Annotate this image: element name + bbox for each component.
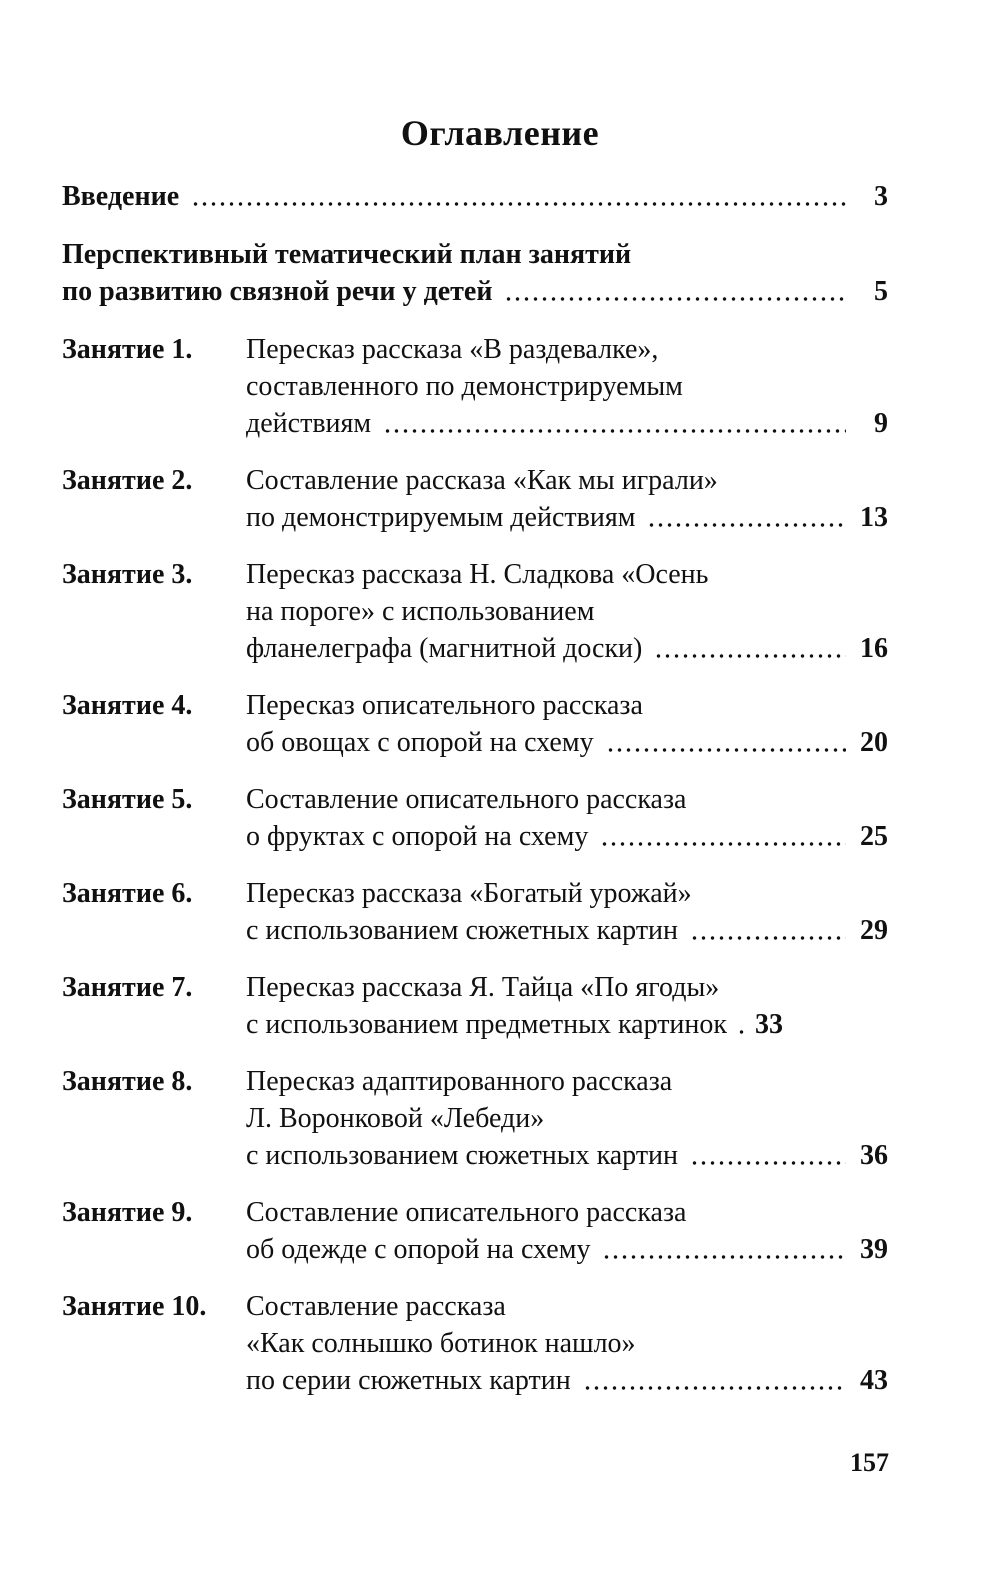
lesson-title-line: составленного по демонстрируемым (246, 371, 683, 402)
leader-dots (602, 1255, 846, 1259)
toc-page-number: 39 (860, 1234, 888, 1265)
lesson-title-line: Составление описательного рассказа (246, 1197, 687, 1228)
toc-entry-label: по развитию связной речи у детей (62, 276, 493, 307)
lesson-title-line: с использованием предметных картинок (246, 1009, 728, 1040)
lesson-title-line: с использованием сюжетных картин (246, 1140, 679, 1171)
leader-dots (647, 523, 846, 527)
leader-dots (690, 936, 846, 940)
toc-page-number: 16 (860, 633, 888, 664)
lesson-title-line: Л. Воронковой «Лебеди» (246, 1103, 545, 1134)
toc-entry-intro[interactable] (62, 178, 888, 215)
lesson-title-line: Пересказ рассказа Я. Тайца «По ягоды» (246, 972, 720, 1003)
leader-dots (737, 1030, 747, 1034)
lesson-title-line: об одежде с опорой на схему (246, 1234, 591, 1265)
toc-entry-label: Перспективный тематический план занятий (62, 239, 632, 270)
toc-page-number: 36 (860, 1140, 888, 1171)
lesson-title-line: Пересказ рассказа «В раздевалке», (246, 334, 659, 365)
lesson-title-line: о фруктах с опорой на схему (246, 821, 589, 852)
lesson-title-line: Составление рассказа (246, 1291, 506, 1322)
lesson-title-line: Пересказ рассказа Н. Сладкова «Осень (246, 559, 709, 590)
lesson-number: Занятие 2. (62, 465, 193, 496)
leader-dots (654, 654, 846, 658)
lesson-title-line: Пересказ рассказа «Богатый урожай» (246, 878, 692, 909)
leader-dots (600, 842, 846, 846)
lesson-title-line: с использованием сюжетных картин (246, 915, 679, 946)
lesson-number: Занятие 9. (62, 1197, 193, 1228)
toc-page-number: 43 (860, 1365, 888, 1396)
lesson-number: Занятие 3. (62, 559, 193, 590)
lesson-title-line: на пороге» с использованием (246, 596, 595, 627)
leader-dots (606, 748, 846, 752)
toc-page-number: 3 (874, 181, 888, 212)
leader-dots (690, 1161, 846, 1165)
page-title: Оглавление (400, 113, 600, 153)
toc-page-number: 13 (860, 502, 888, 533)
lesson-number: Занятие 7. (62, 972, 193, 1003)
lesson-number: Занятие 10. (62, 1291, 207, 1322)
lesson-title-line: «Как солнышко ботинок нашло» (246, 1328, 636, 1359)
leader-dots (504, 297, 846, 301)
toc-entry-plan[interactable] (62, 236, 888, 310)
lesson-title-line: по серии сюжетных картин (246, 1365, 571, 1396)
toc-page-number: 20 (860, 727, 888, 758)
toc-entry-label: Введение (62, 181, 180, 212)
lesson-title-line: Составление рассказа «Как мы играли» (246, 465, 718, 496)
lesson-title-line: Пересказ описательного рассказа (246, 690, 643, 721)
lesson-title-line: Пересказ адаптированного рассказа (246, 1066, 673, 1097)
leader-dots (191, 202, 846, 206)
page-number: 157 (850, 1448, 889, 1477)
leader-dots (583, 1386, 846, 1390)
leader-dots (383, 429, 846, 433)
toc-page-number: 5 (874, 276, 888, 307)
toc-page-number: 9 (874, 408, 888, 439)
lesson-title-line: Составление описательного рассказа (246, 784, 687, 815)
lesson-number: Занятие 1. (62, 334, 193, 365)
lesson-title-line: действиям (246, 408, 372, 439)
lesson-title-line: фланелеграфа (магнитной доски) (246, 633, 643, 664)
lesson-number: Занятие 4. (62, 690, 193, 721)
lesson-number: Занятие 6. (62, 878, 193, 909)
lesson-number: Занятие 8. (62, 1066, 193, 1097)
lesson-number: Занятие 5. (62, 784, 193, 815)
lesson-title-line: по демонстрируемым действиям (246, 502, 636, 533)
toc-page-number: 33 (755, 1009, 784, 1040)
toc-page-number: 25 (860, 821, 888, 852)
toc-page-number: 29 (860, 915, 888, 946)
lesson-title-line: об овощах с опорой на схему (246, 727, 594, 758)
